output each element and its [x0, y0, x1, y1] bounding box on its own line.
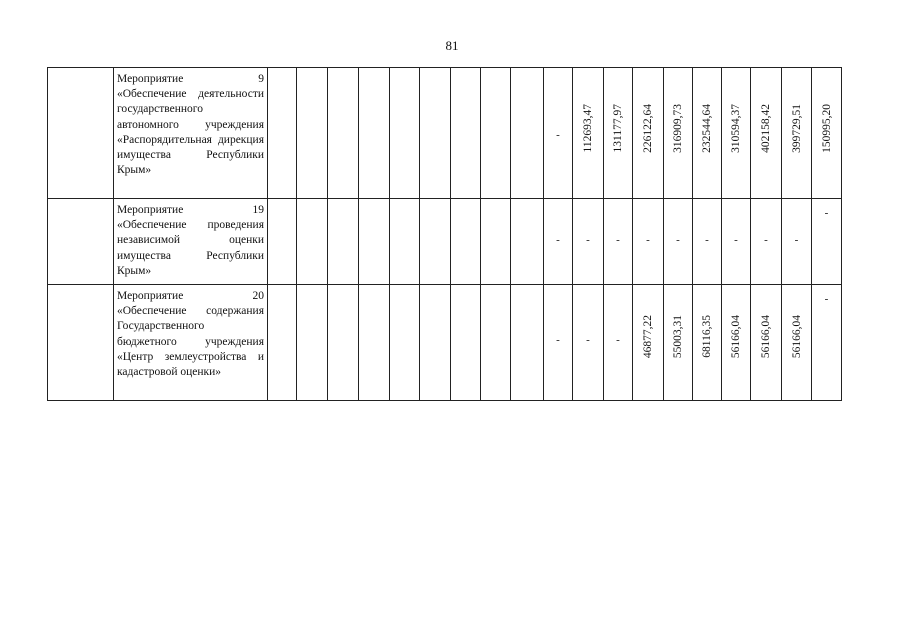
activity-name-cell	[114, 68, 268, 199]
value-cell	[664, 68, 693, 199]
value: -	[616, 234, 620, 246]
activity-description: «Обеспечение содержания Государственного бюджетного учреждения «Центр землеустройства и кадастровой оценки»	[117, 305, 264, 379]
value: -	[705, 234, 709, 246]
value-cell	[664, 285, 693, 401]
value: 131177,97	[612, 104, 624, 153]
table-row	[48, 68, 842, 199]
value: -	[676, 234, 680, 246]
value: -	[556, 334, 560, 346]
value-cell	[633, 285, 664, 401]
activity-title: Мероприятие	[117, 204, 184, 216]
value: -	[556, 129, 560, 141]
value-cell	[604, 199, 633, 285]
value-cell	[751, 199, 782, 285]
activity-name-cell	[114, 199, 268, 285]
value: 316909,73	[672, 104, 684, 153]
value: 226122,64	[642, 104, 654, 153]
value-cell	[633, 68, 664, 199]
activity-number: 20	[252, 290, 264, 302]
value-cell	[812, 68, 842, 199]
value-cell	[782, 199, 812, 285]
table-row	[48, 199, 842, 285]
value-cell	[573, 199, 604, 285]
value: 112693,47	[582, 104, 594, 153]
activity-name-cell	[114, 285, 268, 401]
value-cell	[573, 285, 604, 401]
value-cell	[664, 199, 693, 285]
value-cell	[693, 285, 722, 401]
value: -	[824, 207, 829, 219]
value-cell	[751, 68, 782, 199]
value: -	[646, 234, 650, 246]
value-cell	[751, 285, 782, 401]
activity-description: «Обеспечение проведения независимой оценки имущества Республики Крым»	[117, 219, 264, 277]
value-cell	[722, 68, 751, 199]
value-cell	[544, 68, 573, 199]
value: 56166,04	[730, 315, 742, 359]
activity-title: Мероприятие	[117, 290, 184, 302]
value: 55003,31	[672, 315, 684, 359]
value: 232544,64	[701, 104, 713, 153]
value: 310594,37	[730, 104, 742, 153]
value-cell	[693, 68, 722, 199]
value: 68116,35	[701, 315, 713, 358]
table-row	[48, 285, 842, 401]
value: 150995,20	[820, 104, 833, 153]
page-number: 81	[445, 38, 459, 53]
value: 56166,04	[790, 315, 803, 359]
value: -	[764, 234, 768, 246]
value: -	[794, 234, 799, 246]
value: -	[556, 234, 560, 246]
value-cell	[604, 285, 633, 401]
activity-number: 19	[252, 204, 264, 216]
value: -	[734, 234, 738, 246]
value: 402158,42	[760, 104, 772, 153]
value-cell	[722, 199, 751, 285]
activity-title: Мероприятие	[117, 73, 184, 85]
value-cell	[544, 199, 573, 285]
row-number-cell	[48, 199, 114, 285]
value: -	[586, 234, 590, 246]
activity-description: «Обеспечение деятельности государственного автономного учреждения «Распорядительная дирекция имущества Республики Крым»	[117, 88, 264, 177]
value-cell	[693, 199, 722, 285]
value-cell	[812, 199, 842, 285]
activity-number: 9	[258, 73, 264, 85]
value: -	[616, 334, 620, 346]
value-cell	[544, 285, 573, 401]
value: 46877,22	[642, 315, 654, 359]
row-number-cell	[48, 285, 114, 401]
value: 399729,51	[790, 104, 803, 153]
value-cell	[782, 68, 812, 199]
value-cell	[633, 199, 664, 285]
value-cell	[722, 285, 751, 401]
value: -	[824, 293, 829, 305]
value-cell	[812, 285, 842, 401]
value-cell	[782, 285, 812, 401]
value: -	[586, 334, 590, 346]
value: 56166,04	[760, 315, 772, 359]
budget-table	[47, 67, 842, 401]
row-number-cell	[48, 68, 114, 199]
value-cell	[573, 68, 604, 199]
value-cell	[604, 68, 633, 199]
